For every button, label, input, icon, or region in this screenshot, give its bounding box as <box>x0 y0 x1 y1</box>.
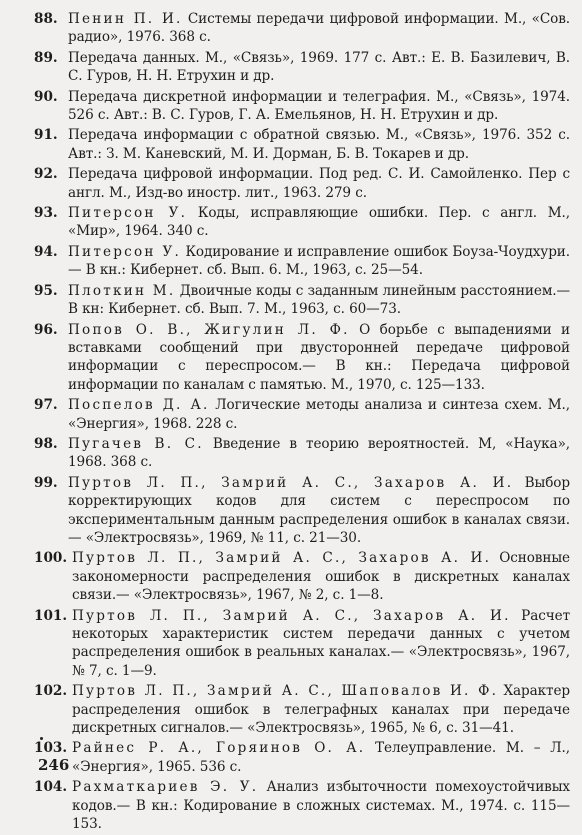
bibliography-entry <box>34 49 570 86</box>
entry-citation: Логические методы анализа и синтеза схем. М., «Энергия», 1968. 228 с. <box>68 397 570 432</box>
entry-citation: Выбор корректирующих кодов для систем с переспросом по экспериментальным данным распределения ошибок в каналах связи.— «Электросвязь», 1969, № 11, с. 21—30. <box>68 474 570 546</box>
entry-text <box>72 607 570 681</box>
entry-number: 99. <box>34 474 58 491</box>
entry-author: Пуртов Л. П., Замрий А. С., Захаров А. И. <box>68 474 514 491</box>
entry-author: Пуртов Л. П., Замрий А. С., Захаров А. И. <box>72 607 511 624</box>
bibliography-entry <box>34 321 570 395</box>
entry-citation: Коды, исправляющие ошибки. Пер. с англ. М., «Мир», 1964. 340 с. <box>68 205 570 240</box>
entry-number: 98. <box>34 435 58 452</box>
bibliography-entry <box>34 396 570 433</box>
entry-author: Поспелов Д. А. <box>68 397 210 414</box>
bibliography-entry <box>34 88 570 125</box>
entry-number: 103. <box>34 740 68 757</box>
entry-text <box>68 126 570 163</box>
entry-number: 89. <box>34 49 58 66</box>
page-number: 246 <box>38 756 70 774</box>
entry-number: 95. <box>34 282 58 299</box>
bibliography-entry <box>34 243 570 280</box>
entry-author: Пугачев В. С. <box>68 435 204 452</box>
bibliography-entry <box>34 474 570 548</box>
entry-author: Райнес Р. А., Горяинов О. А. <box>72 740 366 757</box>
entry-text <box>68 88 570 125</box>
entry-number: 100. <box>34 550 68 567</box>
bibliography-entry <box>34 165 570 202</box>
entry-text <box>68 204 570 241</box>
entry-text <box>68 243 570 280</box>
entry-author: Пуртов Л. П., Замрий А. С., Шаповалов И. Ф. <box>72 683 499 700</box>
entry-citation: Телеуправление. М. – Л., «Энергия», 1965. 536 с. <box>72 740 570 775</box>
entry-text <box>72 778 570 833</box>
entry-text <box>72 682 570 737</box>
entry-text <box>68 282 570 319</box>
bibliography-entry <box>34 204 570 241</box>
entry-number: 90. <box>34 88 58 105</box>
bibliography-entry <box>34 682 570 737</box>
entry-citation: Введение в теорию вероятностей. М, «Наука», 1968. 368 с. <box>68 435 571 471</box>
entry-citation: Основные закономерности распределения ошибок в дискретных каналах связи.— «Электросвязь», 1967, № 2, с. 1—8. <box>72 550 570 604</box>
bibliography-entry <box>34 10 570 47</box>
entry-number: 91. <box>34 127 58 144</box>
entry-author: Пенин П. И. <box>68 11 183 27</box>
entry-text <box>72 549 570 604</box>
entry-author: Пуртов Л. П., Замрий А. С., Захаров А. И. <box>72 550 492 567</box>
entry-author: Рахматкариев Э. У. <box>72 779 259 796</box>
entry-citation: Двоичные коды с заданным линейным расстоянием.— В кн: Кибернет. сб. Вып. 7. М., 1963, с. 60—73. <box>68 282 571 318</box>
entry-number: 94. <box>34 243 58 260</box>
bibliography-entry <box>34 549 570 604</box>
entry-author: Питерсон У. <box>68 205 188 222</box>
entry-text <box>68 321 570 395</box>
entry-citation: Расчет некоторых характеристик систем передачи данных с учетом распределения ошибок в реальных каналах.— «Электросвязь», 1967, № 7, с. 1—9. <box>72 607 570 679</box>
entry-number: 102. <box>34 683 68 700</box>
entry-text <box>68 474 570 548</box>
entry-text <box>68 165 570 202</box>
entry-number: 104. <box>34 779 68 796</box>
entry-number: 101. <box>34 607 68 624</box>
entry-text <box>68 396 570 433</box>
entry-text <box>72 739 570 776</box>
entry-author: Плоткин М. <box>68 282 176 299</box>
entry-number: 88. <box>34 11 58 27</box>
entry-citation: Передача данных. М., «Связь», 1969. 177 с. Авт.: Е. В. Базилевич, В. С. Гуров, Н. Н. Етрухин и др. <box>68 49 570 85</box>
entry-citation: Системы передачи цифровой информации. М., «Сов. радио», 1976. 368 с. <box>68 11 570 46</box>
entry-text <box>68 49 570 86</box>
bibliography-entry <box>34 739 570 776</box>
entry-citation: Передача цифровой информации. Под ред. С. И. Самойленко. Пер с англ. М., Изд-во иностр. лит., 1963. 279 с. <box>68 166 570 201</box>
entry-text <box>68 10 570 47</box>
entry-citation: О борьбе с выпадениями и вставками сообщений при двусторонней передаче цифровой информации с переспросом.— В кн.: Передача цифровой информации по каналам с памятью. М., 1970, с. 125—133. <box>68 321 570 393</box>
bibliography-entry <box>34 607 570 681</box>
entry-author: Попов О. В., Жигулин Л. Ф. <box>68 321 350 338</box>
bibliography-entry <box>34 126 570 163</box>
entry-number: 96. <box>34 321 58 338</box>
bibliography-entry <box>34 778 570 833</box>
entry-citation: Передача информации с обратной связью. М., «Связь», 1976. 352 с. Авт.: З. М. Каневский, М. И. Дорман, Б. В. Токарев и др. <box>68 127 570 162</box>
bibliography-list <box>34 10 570 835</box>
entry-text <box>68 435 570 472</box>
bibliography-entry <box>34 282 570 319</box>
bibliography-entry <box>34 435 570 472</box>
entry-citation: Анализ избыточности помехоустойчивых кодов.— В кн.: Кодирование в сложных системах. М., 1974. с. 115—153. <box>72 779 570 833</box>
entry-number: 93. <box>34 205 58 222</box>
entry-author: Питерсон У. <box>68 243 181 260</box>
entry-number: 97. <box>34 397 58 414</box>
entry-citation: Характер распределения ошибок в телеграфных каналах при передаче дискретных сигналов.— «Электросвязь», 1965, № 6, с. 31—41. <box>72 683 570 737</box>
ink-dot <box>40 737 43 740</box>
entry-citation: Кодирование и исправление ошибок Боуза-Чоудхури.— В кн.: Кибернет. сб. Вып. 6. М., 1963, с. 25—54. <box>68 243 570 279</box>
entry-number: 92. <box>34 166 58 183</box>
entry-citation: Передача дискретной информации и телеграфия. М., «Связь», 1974. 526 с. Авт.: В. С. Гуров, Г. А. Емельянов, Н. Н. Етрухин и др. <box>68 88 570 124</box>
